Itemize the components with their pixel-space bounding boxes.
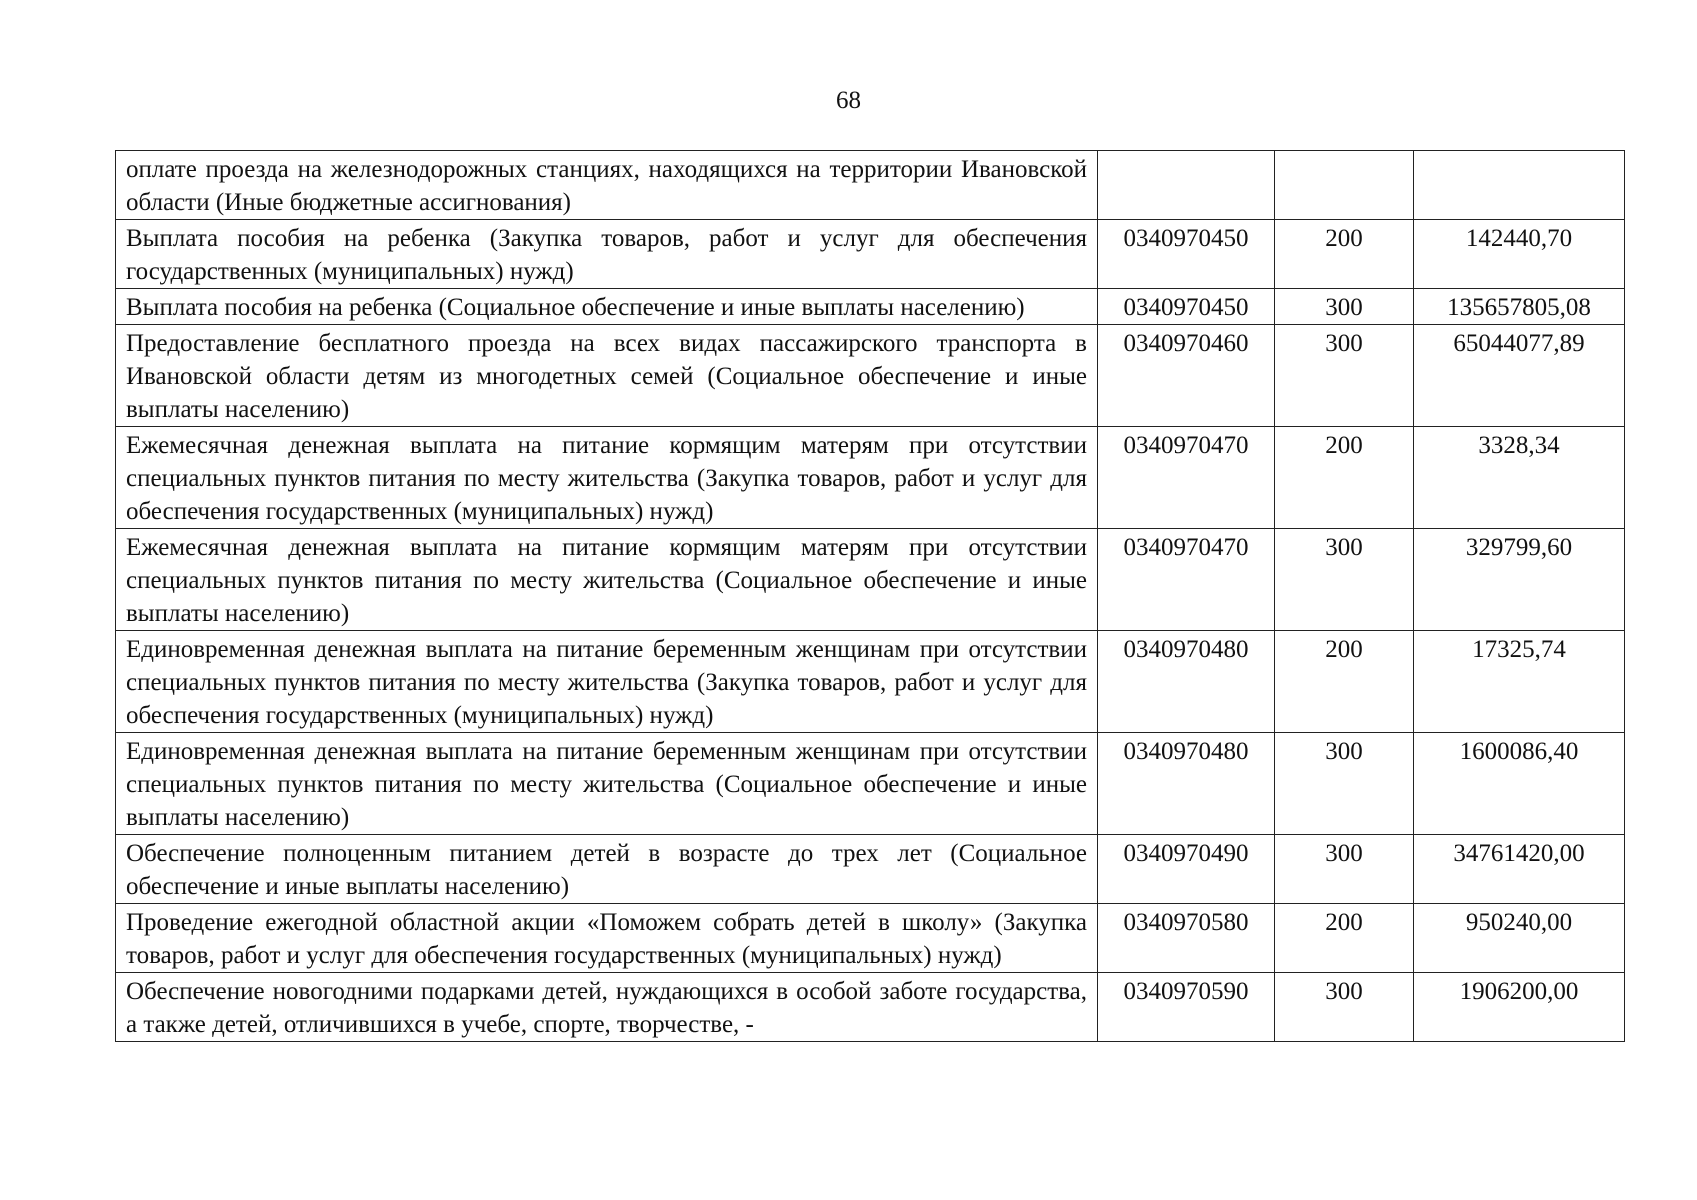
- table-row: [116, 835, 1625, 904]
- row-amount: 135657805,08: [1414, 289, 1625, 325]
- row-amount: 3328,34: [1414, 427, 1625, 529]
- table-row: [116, 631, 1625, 733]
- row-name: Предоставление бесплатного проезда на всех видах пассажирского транспорта в Ивановской области детям из многодетных семей (Социальное обеспечение и иные выплаты населению): [116, 325, 1098, 427]
- row-name: Обеспечение полноценным питанием детей в возрасте до трех лет (Социальное обеспечение и иные выплаты населению): [116, 835, 1098, 904]
- row-amount: 65044077,89: [1414, 325, 1625, 427]
- row-name: Обеспечение новогодними подарками детей, нуждающихся в особой заботе государства, а также детей, отличившихся в учебе, спорте, творчестве, -: [116, 973, 1098, 1042]
- row-amount: 950240,00: [1414, 904, 1625, 973]
- row-expense-type: 200: [1275, 904, 1414, 973]
- row-amount: 1906200,00: [1414, 973, 1625, 1042]
- table-row: [116, 151, 1625, 220]
- table-row: [116, 289, 1625, 325]
- table-row: [116, 973, 1625, 1042]
- row-amount: 329799,60: [1414, 529, 1625, 631]
- budget-table-body: [116, 151, 1625, 1042]
- row-amount: 17325,74: [1414, 631, 1625, 733]
- row-target-code: 0340970590: [1098, 973, 1275, 1042]
- table-row: [116, 220, 1625, 289]
- row-expense-type: 200: [1275, 220, 1414, 289]
- row-expense-type: 200: [1275, 427, 1414, 529]
- row-expense-type: 200: [1275, 631, 1414, 733]
- row-target-code: 0340970450: [1098, 220, 1275, 289]
- page-number: 68: [836, 87, 861, 114]
- row-amount: 1600086,40: [1414, 733, 1625, 835]
- row-target-code: 0340970480: [1098, 733, 1275, 835]
- row-expense-type: 300: [1275, 325, 1414, 427]
- row-amount: 34761420,00: [1414, 835, 1625, 904]
- table-row: [116, 325, 1625, 427]
- row-amount: 142440,70: [1414, 220, 1625, 289]
- row-expense-type: 300: [1275, 289, 1414, 325]
- row-amount: [1414, 151, 1625, 220]
- table-row: [116, 427, 1625, 529]
- row-name: Ежемесячная денежная выплата на питание кормящим матерям при отсутствии специальных пунктов питания по месту жительства (Социальное обеспечение и иные выплаты населению): [116, 529, 1098, 631]
- row-expense-type: 300: [1275, 733, 1414, 835]
- row-name: Ежемесячная денежная выплата на питание кормящим матерям при отсутствии специальных пунктов питания по месту жительства (Закупка товаров, работ и услуг для обеспечения государственных (муниципальных) нужд): [116, 427, 1098, 529]
- row-target-code: 0340970470: [1098, 529, 1275, 631]
- row-target-code: 0340970480: [1098, 631, 1275, 733]
- row-expense-type: 300: [1275, 973, 1414, 1042]
- row-name: Единовременная денежная выплата на питание беременным женщинам при отсутствии специальных пунктов питания по месту жительства (Социальное обеспечение и иные выплаты населению): [116, 733, 1098, 835]
- row-name: оплате проезда на железнодорожных станциях, находящихся на территории Ивановской области (Иные бюджетные ассигнования): [116, 151, 1098, 220]
- row-expense-type: [1275, 151, 1414, 220]
- table-row: [116, 529, 1625, 631]
- row-target-code: 0340970580: [1098, 904, 1275, 973]
- row-target-code: 0340970450: [1098, 289, 1275, 325]
- row-name: Единовременная денежная выплата на питание беременным женщинам при отсутствии специальных пунктов питания по месту жительства (Закупка товаров, работ и услуг для обеспечения государственных (муниципальных) нужд): [116, 631, 1098, 733]
- row-target-code: 0340970490: [1098, 835, 1275, 904]
- table-row: [116, 733, 1625, 835]
- budget-table: [115, 150, 1625, 1042]
- row-target-code: 0340970460: [1098, 325, 1275, 427]
- row-name: Проведение ежегодной областной акции «Поможем собрать детей в школу» (Закупка товаров, работ и услуг для обеспечения государственных (муниципальных) нужд): [116, 904, 1098, 973]
- row-name: Выплата пособия на ребенка (Социальное обеспечение и иные выплаты населению): [116, 289, 1098, 325]
- row-target-code: 0340970470: [1098, 427, 1275, 529]
- row-expense-type: 300: [1275, 835, 1414, 904]
- row-expense-type: 300: [1275, 529, 1414, 631]
- table-row: [116, 904, 1625, 973]
- row-target-code: [1098, 151, 1275, 220]
- row-name: Выплата пособия на ребенка (Закупка товаров, работ и услуг для обеспечения государственных (муниципальных) нужд): [116, 220, 1098, 289]
